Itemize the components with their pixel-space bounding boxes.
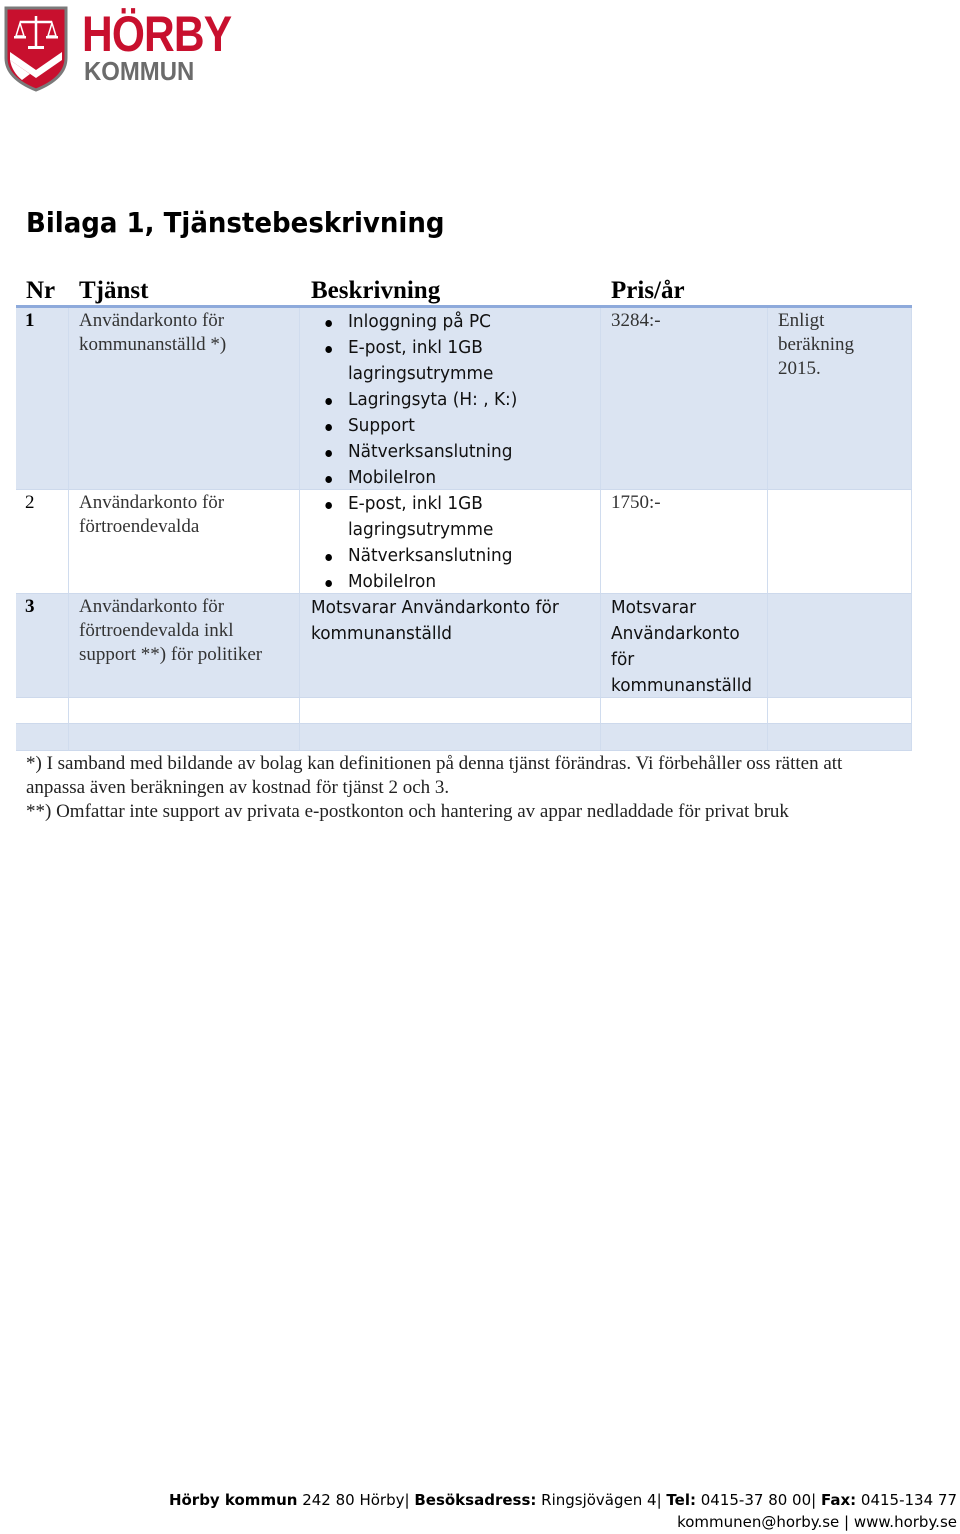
header-service: Tjänst [79, 277, 149, 304]
footer-address [169, 1489, 957, 1511]
row1-note-cell [768, 308, 912, 490]
footnote-2: **) Omfattar inte support av privata e-postkonton och hantering av appar nedladdade för privat bruk [26, 801, 789, 822]
row2-bullets [300, 491, 573, 595]
row1-nr: 1 [25, 310, 35, 331]
list-item: E-post, inkl 1GB lagringsutrymme [300, 335, 573, 387]
list-item: Lagringsyta (H: , K:) [300, 387, 573, 413]
list-item: Nätverksanslutning [300, 543, 573, 569]
empty-cell [16, 724, 69, 751]
row3-service: Användarkonto för förtroendevalda inkl support **) för politiker [79, 596, 263, 665]
empty-cell [601, 698, 768, 724]
empty-cell [768, 724, 912, 751]
row3-description-cell [300, 594, 601, 698]
row1-description-cell [300, 308, 601, 490]
footer-contact: kommunen@horby.se | www.horby.se [677, 1513, 957, 1531]
empty-cell [69, 698, 300, 724]
row1-service-cell [69, 308, 300, 490]
list-item: MobileIron [300, 465, 573, 491]
row2-nr: 2 [25, 492, 35, 513]
list-item: Nätverksanslutning [300, 439, 573, 465]
row2-note-cell [768, 490, 912, 594]
footer-fax: 0415-134 77 [860, 1491, 957, 1509]
empty-cell [69, 724, 300, 751]
coat-of-arms-icon [4, 6, 68, 92]
empty-cell [768, 698, 912, 724]
row1-bullets [300, 309, 573, 491]
footer-visit: Ringsjövägen 4| [541, 1491, 662, 1509]
footer-tel-label: Tel: [666, 1491, 696, 1509]
footer-org: Hörby kommun [168, 1491, 298, 1509]
footer-tel: 0415-37 80 00| [700, 1491, 817, 1509]
row2-service-cell [69, 490, 300, 594]
row2-description-cell [300, 490, 601, 594]
footer-fax-label: Fax: [820, 1491, 857, 1509]
footer-postal: 242 80 Hörby| [302, 1491, 410, 1509]
list-item: MobileIron [300, 569, 573, 595]
row3-price-cell [601, 594, 768, 698]
row1-nr-cell [16, 308, 69, 490]
footnote-1: *) I samband med bildande av bolag kan definitionen på denna tjänst förändras. Vi förbehåller oss rätten att anpassa även beräkningen av kostnad för tjänst 2 och 3. [26, 753, 843, 798]
logo [4, 6, 232, 97]
row3-nr: 3 [25, 596, 35, 617]
row3-description: Motsvarar Användarkonto för kommunanställd [311, 597, 559, 644]
row2-price-cell [601, 490, 768, 594]
header-nr: Nr [26, 277, 56, 304]
list-item: E-post, inkl 1GB lagringsutrymme [300, 491, 573, 543]
row1-service: Användarkonto för kommunanställd *) [79, 310, 227, 355]
row1-price: 3284:- [611, 310, 661, 331]
footer-visit-label: Besöksadress: [414, 1491, 537, 1509]
row3-note-cell [768, 594, 912, 698]
row3-nr-cell [16, 594, 69, 698]
row3-service-cell [69, 594, 300, 698]
header-description: Beskrivning [311, 277, 441, 304]
row2-price: 1750:- [611, 492, 661, 513]
row2-service: Användarkonto för förtroendevalda [79, 492, 225, 537]
empty-cell [300, 724, 601, 751]
header-price: Pris/år [611, 277, 685, 304]
empty-cell [300, 698, 601, 724]
row1-note: Enligt beräkning 2015. [778, 310, 854, 379]
empty-cell [601, 724, 768, 751]
row3-price: Motsvarar Användarkonto för kommunanställd [611, 597, 753, 696]
logo-subtitle: KOMMUN [84, 56, 195, 86]
page-title: Bilaga 1, Tjänstebeskrivning [26, 206, 445, 239]
logo-word: HÖRBY [82, 6, 232, 62]
row2-nr-cell [16, 490, 69, 594]
row1-price-cell [601, 308, 768, 490]
list-item: Support [300, 413, 573, 439]
empty-cell [16, 698, 69, 724]
list-item: Inloggning på PC [300, 309, 573, 335]
